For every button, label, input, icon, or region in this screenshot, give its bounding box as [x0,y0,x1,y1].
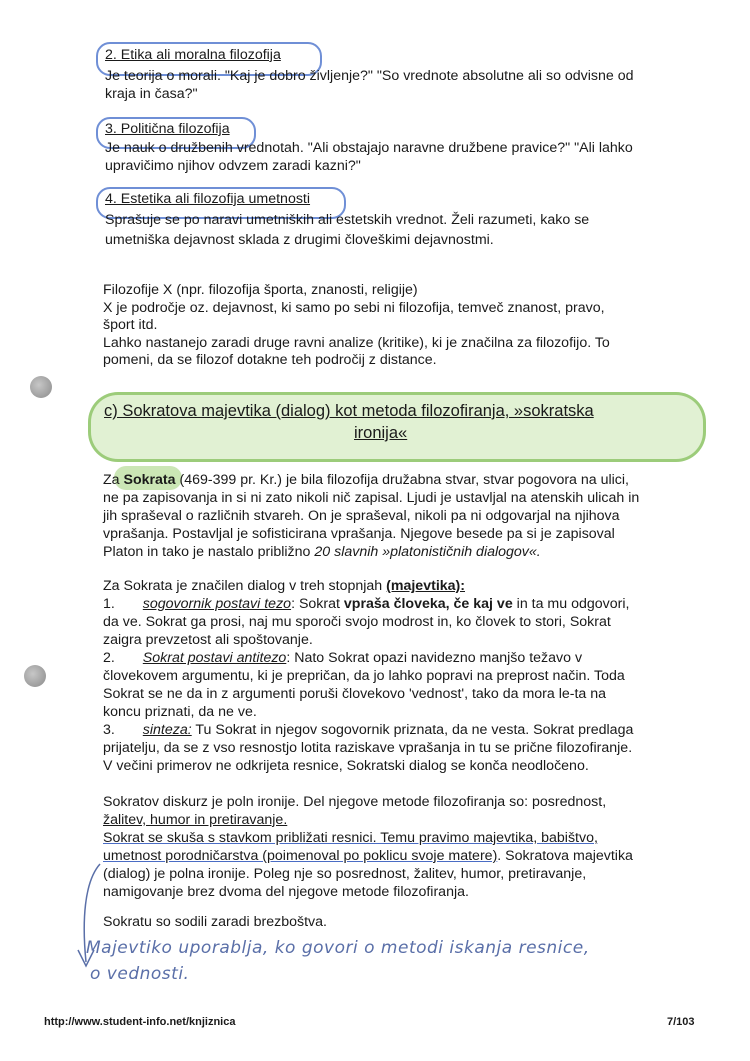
step3-line1 [103,722,633,739]
steps-intro [103,578,465,595]
step2-line1 [103,650,582,667]
sec3-line2: upravičimo njihov odvzem zaradi kazni?" [105,158,361,174]
irony-line2: žalitev, humor in pretiravanje. [103,812,288,828]
punch-hole-top [30,376,52,398]
sec2-line2: kraja in časa?" [105,86,198,102]
step3-line3: V večini primerov ne odkrijeta resnice, Sokratski dialog se konča neodločeno. [103,758,589,774]
filx-line1: Filozofije X (npr. filozofija športa, znanosti, religije) [103,282,418,298]
steps-intro-majevtika: (majevtika): [386,578,465,594]
sec-c-heading-line1: c) Sokratova majevtika (dialog) kot metoda filozofiranja, »sokratska [104,402,594,420]
intro-line5-a: Platon in tako je nastalo približno [103,544,315,560]
sec2-heading: 2. Etika ali moralna filozofija [105,47,281,63]
step3-line2: prijatelju, da se z vso resnostjo lotita raziskave vprašanja in tu se prične filozofiranje. [103,740,633,756]
step2-line3: Sokrat se ne da in z argumenti poruši človekovo 'vednost', tako da mora le-ta na [103,686,607,702]
footer-page-number: 7/103 [667,1016,695,1028]
step1-c: in ta mu odgovori, [512,596,630,612]
irony-line4 [103,848,633,865]
sec3-line1: Je nauk o družbenih vrednotah. "Ali obstajajo naravne družbene pravice?" "Ali lahko [105,140,633,156]
step3-term: sinteza: [142,722,192,738]
intro-line2: ne pa zapisovanja in si ni zato nikoli nič zapisal. Ljudi je ustavljal na atenskih ulicah in [103,490,640,506]
sec3-heading: 3. Politična filozofija [105,121,230,137]
step1-b: vpraša človeka, če kaj ve [343,596,513,612]
intro-line4: vprašanja. Postavljal je sofisticirana vprašanja. Njegove besede pa si je zapisoval [103,526,615,542]
irony-line1: Sokratov diskurz je poln ironije. Del njegove metode filozofiranja so: posrednost, [103,794,607,810]
sec4-line1: Sprašuje se po naravi umetniških ali estetskih vrednot. Želi razumeti, kako se [105,212,590,228]
irony-line5: (dialog) je polna ironije. Poleg nje so posrednost, žalitev, humor, pretiravanje, [103,866,587,882]
step2-line2: človekovem argumentu, ki je prepričan, da jo lahko popravi na preprost način. Toda [103,668,625,684]
irony-line3: Sokrat se skuša s stavkom približati resnici. Temu pravimo majevtika, babištvo, [103,830,598,846]
step2-a: : Nato Sokrat opazi navidezno manjšo težavo v [286,650,583,666]
step3-a: Tu Sokrat in njegov sogovornik priznata, da ne vesta. Sokrat predlaga [191,722,634,738]
step2-line4: koncu priznati, da ne ve. [103,704,257,720]
step1-line1 [103,596,629,613]
step1-a: : Sokrat [291,596,344,612]
handwritten-note-line1: Majevtiko uporablja, ko govori o metodi iskanja resnice, [86,938,590,958]
intro-line3: jih spraševal o različnih stvareh. On je spraševal, nikoli pa ni odgovarjal na njihova [103,508,620,524]
intro-line1-c: (469-399 pr. Kr.) je bila filozofija družabna stvar, stvar pogovora na ulici, [175,472,629,488]
step1-line2: da ve. Sokrat ga prosi, naj mu sporoči svojo modrost in, ko človek to stori, Sokrat [103,614,611,630]
handwritten-note-line2: o vednosti. [90,964,190,984]
footer-url[interactable]: http://www.student-info.net/knjiznica [44,1016,236,1028]
filx-line5: pomeni, da se filozof dotakne teh področij z distance. [103,352,437,368]
step1-term: sogovornik postavi tezo [142,596,292,612]
filx-line3: šport itd. [103,317,158,333]
sec4-line2: umetniška dejavnost sklada z drugimi človeškimi dejavnostmi. [105,232,494,248]
filx-line4: Lahko nastanejo zaradi druge ravni analize (kritike), ki je značilna za filozofijo. To [103,335,610,351]
irony-line6: namigovanje brez dvoma del njegove metode filozofiranja. [103,884,469,900]
irony-line7: Sokratu so sodili zaradi brezboštva. [103,914,327,930]
irony-line4-b: . Sokratova majevtika [497,848,633,864]
intro-line5 [103,544,541,561]
intro-line1 [103,472,629,489]
sec-c-heading-line2: ironija« [354,424,408,442]
intro-dialogs: 20 slavnih »platonističnih dialogov«. [314,544,541,560]
punch-hole-bottom [24,665,46,687]
step2-term: Sokrat postavi antitezo [142,650,287,666]
intro-line1-a: Za [103,472,124,488]
step2-num: 2. [103,650,115,666]
irony-line4-a: umetnost porodničarstva (poimenoval po poklicu svoje matere) [103,848,498,864]
sec2-line1: Je teorija o morali. "Kaj je dobro življenje?" "So vrednote absolutne ali so odvisne od [105,68,634,84]
sec4-heading: 4. Estetika ali filozofija umetnosti [105,191,311,207]
step1-line3: zaigra prevzetost ali spoštovanje. [103,632,313,648]
filx-line2: X je področje oz. dejavnost, ki samo po sebi ni filozofija, temveč znanost, pravo, [103,300,605,316]
step3-num: 3. [103,722,115,738]
intro-sokrata: Sokrata [123,472,176,488]
step1-num: 1. [103,596,115,612]
steps-intro-a: Za Sokrata je značilen dialog v treh stopnjah [103,578,387,594]
